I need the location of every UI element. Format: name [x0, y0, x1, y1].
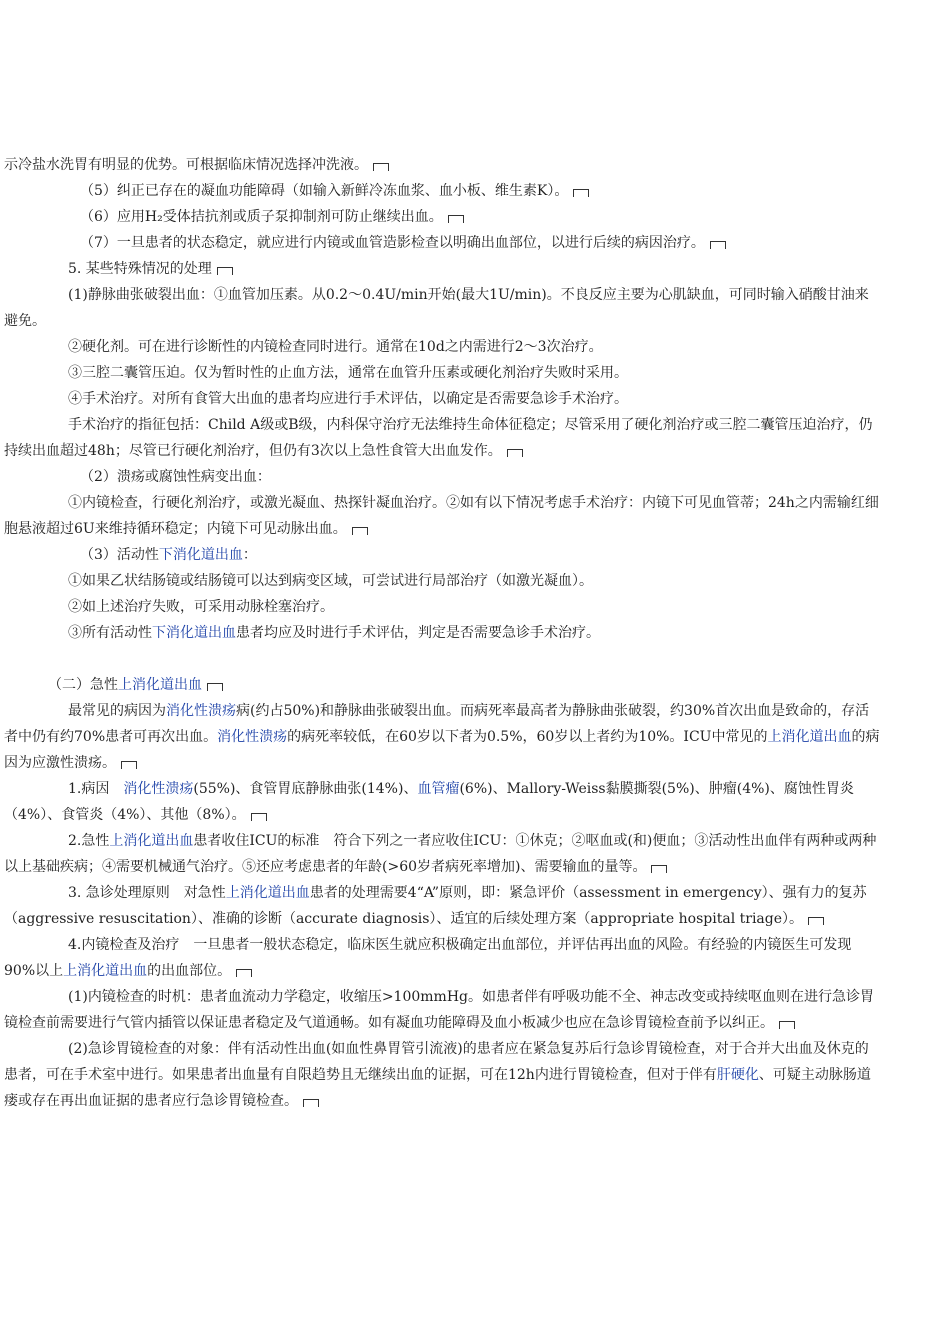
paragraph-text: 、可疑主动脉肠道瘘或存在再出血证据的患者应行急诊胃镜检查。 — [4, 1067, 871, 1109]
paragraph-p10 — [0, 412, 880, 464]
paragraph-mark-icon — [507, 449, 523, 457]
paragraph-text: (1)静脉曲张破裂出血：①血管加压素。从0.2～0.4U/min开始(最大1U/min)。不良反应主要为心肌缺血，可同时输入硝酸甘油来避免。 — [4, 287, 869, 329]
keyword-link[interactable]: 血管瘤 — [417, 781, 460, 797]
paragraph-text: (6%)、Mallory-Weiss黏膜撕裂(5%)、肿瘤(4%)、腐蚀性胃炎（4%）、食管炎（4%）、其他（8%）。 — [4, 781, 854, 823]
paragraph-text: 病(约占50%)和静脉曲张破裂出血。而病死率最高者为静脉曲张破裂，约30%首次出血是致命的，存活者中仍有约70%患者可再次出血。 — [4, 703, 870, 745]
paragraph-p21 — [0, 880, 880, 932]
paragraph-mark-icon — [352, 527, 368, 535]
paragraph-p16 — [0, 620, 880, 646]
paragraph-p1 — [0, 152, 880, 178]
paragraph-mark-icon — [236, 969, 252, 977]
paragraph-p3 — [0, 204, 880, 230]
keyword-link[interactable]: 肝硬化 — [716, 1067, 759, 1083]
paragraph-text: （2）溃疡或腐蚀性病变出血： — [80, 469, 271, 485]
paragraph-mark-icon — [808, 917, 824, 925]
paragraph-text: 患者均应及时进行手术评估，判定是否需要急诊手术治疗。 — [236, 625, 600, 641]
paragraph-text: ： — [242, 547, 257, 563]
paragraph-text: （7）一旦患者的状态稳定，就应进行内镜或血管造影检查以明确出血部位，以进行后续的病因治疗。 — [80, 235, 705, 251]
keyword-link[interactable]: 消化性溃疡 — [166, 703, 236, 719]
paragraph-p8 — [0, 360, 880, 386]
paragraph-p11 — [0, 464, 880, 490]
paragraph-text: 的病死率较低，在60岁以下者为0.5%，60岁以上者约为10%。ICU中常见的 — [287, 729, 768, 745]
paragraph-mark-icon — [303, 1099, 319, 1107]
paragraph-text: (55%)、食管胃底静脉曲张(14%)、 — [193, 781, 418, 797]
keyword-link[interactable]: 上消化道出血 — [225, 885, 310, 901]
paragraph-p7 — [0, 334, 880, 360]
paragraph-mark-icon — [573, 189, 589, 197]
paragraph-text: 最常见的病因为 — [68, 703, 166, 719]
paragraph-p24 — [0, 1036, 880, 1114]
paragraph-mark-icon — [217, 267, 233, 275]
paragraph-p15 — [0, 594, 880, 620]
paragraph-text: 患者收住ICU的标准 符合下列之一者应收住ICU：①休克；②呕血或(和)便血；③活动性出血伴有两种或两种以上基础疾病；④需要机械通气治疗。⑤还应考虑患者的年龄(>60岁者病死率增加)、需要输血的量等。 — [4, 833, 877, 875]
paragraph-text: ②如上述治疗失败，可采用动脉栓塞治疗。 — [68, 599, 334, 615]
paragraph-mark-icon — [207, 683, 223, 691]
keyword-link[interactable]: 下消化道出血 — [158, 547, 243, 563]
paragraph-text: 4.内镜检查及治疗 一旦患者一般状态稳定，临床医生就应积极确定出血部位，并评估再出血的风险。有经验的内镜医生可发现90%以上 — [4, 937, 852, 979]
paragraph-mark-icon — [710, 241, 726, 249]
paragraph-text: 2.急性 — [68, 833, 110, 849]
paragraph-text: ③三腔二囊管压迫。仅为暂时性的止血方法，通常在血管升压素或硬化剂治疗失败时采用。 — [68, 365, 628, 381]
paragraph-text: (1)内镜检查的时机：患者血流动力学稳定，收缩压>100mmHg。如患者伴有呼吸功能不全、神志改变或持续呕血则在进行急诊胃镜检查前需要进行气管内插管以保证患者稳定及气道通畅。如有凝血功能障碍及血小板减少也应在急诊胃镜检查前予以纠正。 — [4, 989, 875, 1031]
keyword-link[interactable]: 上消化道出血 — [109, 833, 194, 849]
paragraph-p19 — [0, 776, 880, 828]
paragraph-p13 — [0, 542, 880, 568]
paragraph-p14 — [0, 568, 880, 594]
paragraph-mark-icon — [651, 865, 667, 873]
keyword-link[interactable]: 消化性溃疡 — [123, 781, 194, 797]
paragraph-p22 — [0, 932, 880, 984]
paragraph-text: （5）纠正已存在的凝血功能障碍（如输入新鲜冷冻血浆、血小板、维生素K）。 — [80, 183, 569, 199]
paragraph-p4 — [0, 230, 880, 256]
paragraph-text: （3）活动性 — [80, 547, 159, 563]
paragraph-text: 5. 某些特殊情况的处理 — [68, 261, 212, 277]
paragraph-text: 患者的处理需要4“A”原则，即：紧急评价（assessment in emergency）、强有力的复苏（aggressive resuscitation）、准确的诊断（accurate diagnosis）、适宜的后续处理方案（appropriate hospital triage）。 — [4, 885, 867, 927]
paragraph-text: 3. 急诊处理原则 对急性 — [68, 885, 226, 901]
paragraph-p23 — [0, 984, 880, 1036]
keyword-link[interactable]: 上消化道出血 — [118, 677, 202, 693]
paragraph-text: ③所有活动性 — [68, 625, 152, 641]
document-body — [0, 152, 880, 1114]
keyword-link[interactable]: 消化性溃疡 — [217, 729, 288, 745]
paragraph-p18 — [0, 698, 880, 776]
keyword-link[interactable]: 下消化道出血 — [152, 625, 236, 641]
paragraph-mark-icon — [448, 215, 464, 223]
paragraph-p17 — [0, 672, 880, 698]
keyword-link[interactable]: 上消化道出血 — [767, 729, 852, 745]
paragraph-text: ②硬化剂。可在进行诊断性的内镜检查同时进行。通常在10d之内需进行2～3次治疗。 — [68, 339, 603, 355]
paragraph-p20 — [0, 828, 880, 880]
paragraph-mark-icon — [373, 163, 389, 171]
paragraph-p6 — [0, 282, 880, 334]
paragraph-p5 — [0, 256, 880, 282]
paragraph-text: ④手术治疗。对所有食管大出血的患者均应进行手术评估，以确定是否需要急诊手术治疗。 — [68, 391, 628, 407]
paragraph-text: （二）急性 — [48, 677, 118, 693]
paragraph-text: (2)急诊胃镜检查的对象：伴有活动性出血(如血性鼻胃管引流液)的患者应在紧急复苏后行急诊胃镜检查，对于合并大出血及休克的患者，可在手术室中进行。如果患者出血量有自限趋势且无继续出血的证据，可在12h内进行胃镜检查，但对于伴有 — [4, 1041, 869, 1083]
paragraph-text: 1.病因 — [68, 781, 124, 797]
paragraph-text: 的病因为应激性溃疡。 — [4, 729, 880, 771]
paragraph-p12 — [0, 490, 880, 542]
paragraph-mark-icon — [779, 1021, 795, 1029]
paragraph-p9 — [0, 386, 880, 412]
paragraph-p2 — [0, 178, 880, 204]
paragraph-mark-icon — [251, 813, 267, 821]
paragraph-text: ①如果乙状结肠镜或结肠镜可以达到病变区域，可尝试进行局部治疗（如激光凝血）。 — [68, 573, 593, 589]
paragraph-text: 的出血部位。 — [147, 963, 232, 979]
paragraph-mark-icon — [121, 761, 137, 769]
paragraph-text: 示冷盐水洗胃有明显的优势。可根据临床情况选择冲洗液。 — [4, 157, 368, 173]
paragraph-text: 手术治疗的指征包括：Child A级或B级，内科保守治疗无法维持生命体征稳定；尽管采用了硬化剂治疗或三腔二囊管压迫治疗，仍持续出血超过48h；尽管已行硬化剂治疗，但仍有3次以上急性食管大出血发作。 — [4, 417, 873, 459]
paragraph-text: ①内镜检查，行硬化剂治疗，或激光凝血、热探针凝血治疗。②如有以下情况考虑手术治疗：内镜下可见血管蒂；24h之内需输红细胞悬液超过6U来维持循环稳定；内镜下可见动脉出血。 — [4, 495, 879, 537]
keyword-link[interactable]: 上消化道出血 — [63, 963, 148, 979]
paragraph-text: （6）应用H₂受体拮抗剂或质子泵抑制剂可防止继续出血。 — [80, 209, 443, 225]
